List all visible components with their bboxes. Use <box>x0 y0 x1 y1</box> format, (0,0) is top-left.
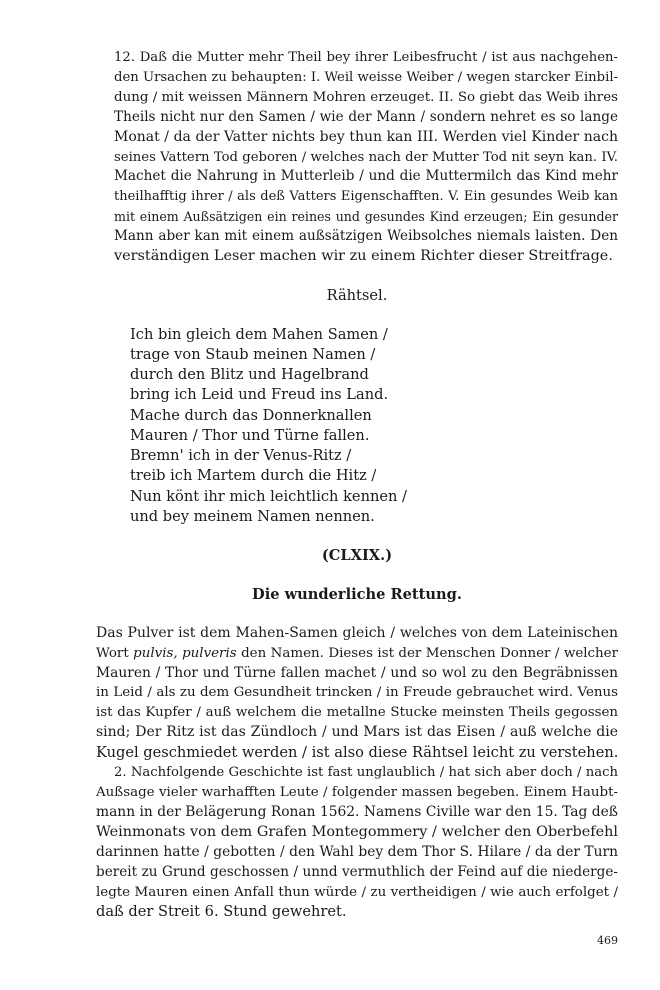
page-body <box>96 48 618 922</box>
text-line: bereit zu Grund geschossen / unnd vermuthlich der Feind auf die niederge- <box>96 863 618 880</box>
italic-latin-term: pulvis, pulveris <box>133 645 237 661</box>
text-line: mann in der Belägerung Ronan 1562. Namens Civille war den 15. Tag deß <box>96 803 618 820</box>
text-line: Außsage vieler warhafften Leute / folgender massen begeben. Einem Haubt- <box>96 784 618 800</box>
text-fragment: den Namen. Dieses ist der Menschen Donner / welcher <box>236 645 618 661</box>
text-line: sind; Der Ritz ist das Zündloch / und Mars ist das Eisen / auß welche die <box>96 724 618 741</box>
text-line: legte Mauren einen Anfall thun würde / zu vertheidigen / wie auch erfolget / <box>96 884 618 900</box>
text-line: mit einem Außsätzigen ein reines und gesundes Kind erzeugen; Ein gesunder <box>114 209 618 225</box>
text-line: Mauren / Thor und Türne fallen machet / und so wol zu den Begräbnissen <box>96 664 618 681</box>
poem-line: trage von Staub meinen Namen / <box>130 346 376 364</box>
text-line: Mann aber kan mit einem außsätzigen Weibsolches niemals laisten. Den <box>114 228 618 245</box>
poem-line: Bremn' ich in der Venus-Ritz / <box>130 447 352 465</box>
text-line: in Leid / als zu dem Gesundheit trincken / in Freude gebrauchet wird. Venus <box>96 685 618 701</box>
paragraph-12 <box>96 48 618 267</box>
poem-line: und bey meinem Namen nennen. <box>130 507 375 525</box>
poem-line: Ich bin gleich dem Mahen Samen / <box>130 325 388 343</box>
text-line: Machet die Nahrung in Mutterleib / und die Muttermilch das Kind mehr <box>114 168 618 185</box>
text-line: verständigen Leser machen wir zu einem Richter dieser Streitfrage. <box>114 248 613 265</box>
paragraph-2 <box>96 763 618 922</box>
text-line: Theils nicht nur den Samen / wie der Mann / sondern nehret es so lange <box>114 108 618 125</box>
riddle-poem <box>130 325 618 527</box>
chapter-number: (CLXIX.) <box>321 546 393 564</box>
text-line: den Ursachen zu behaupten: I. Weil weisse Weiber / wegen starcker Einbil- <box>114 69 618 85</box>
poem-line: Mauren / Thor und Türne fallen. <box>130 426 370 444</box>
text-line: 12. Daß die Mutter mehr Theil bey ihrer Leibesfrucht / ist aus nachgehen- <box>114 50 618 65</box>
text-line: theilhafftig ihrer / als deß Vatters Eigenschafften. V. Ein gesundes Weib kan <box>114 189 618 205</box>
text-line: 2. Nachfolgende Geschichte ist fast unglaublich / hat sich aber doch / nach <box>114 765 618 781</box>
poem-line: Nun könt ihr mich leichtlich kennen / <box>130 487 407 505</box>
poem-line: bring ich Leid und Freud ins Land. <box>130 386 389 404</box>
answer-paragraph <box>96 624 618 763</box>
page-number: 469 <box>597 934 618 947</box>
chapter-title: Die wunderliche Rettung. <box>252 585 462 603</box>
text-line: Weinmonats von dem Grafen Montegommery / welcher den Oberbefehl <box>96 823 618 840</box>
text-line: dung / mit weissen Männern Mohren erzeuget. II. So giebt das Weib ihres <box>114 89 618 105</box>
text-line: Monat / da der Vatter nichts bey thun kan III. Werden viel Kinder nach <box>114 128 618 145</box>
text-line <box>96 644 618 664</box>
text-fragment: Wort <box>96 645 134 661</box>
text-line: Das Pulver ist dem Mahen-Samen gleich / welches von dem Lateinischen <box>96 624 618 641</box>
text-line: daß der Streit 6. Stund gewehret. <box>96 903 347 921</box>
text-line: seines Vattern Tod geboren / welches nach der Mutter Tod nit seyn kan. IV. <box>114 149 618 165</box>
poem-line: durch den Blitz und Hagelbrand <box>130 366 369 384</box>
poem-line: treib ich Martem durch die Hitz / <box>130 467 377 485</box>
text-line: Kugel geschmiedet werden / ist also diese Rähtsel leicht zu verstehen. <box>96 744 619 762</box>
text-line: darinnen hatte / gebotten / den Wahl bey dem Thor S. Hilare / da der Turn <box>96 843 618 860</box>
poem-line: Mache durch das Donnerknallen <box>130 406 372 424</box>
riddle-title: Rähtsel. <box>326 286 388 304</box>
text-line: ist das Kupfer / auß welchem die metallne Stucke meinsten Theils gegossen <box>96 705 618 721</box>
